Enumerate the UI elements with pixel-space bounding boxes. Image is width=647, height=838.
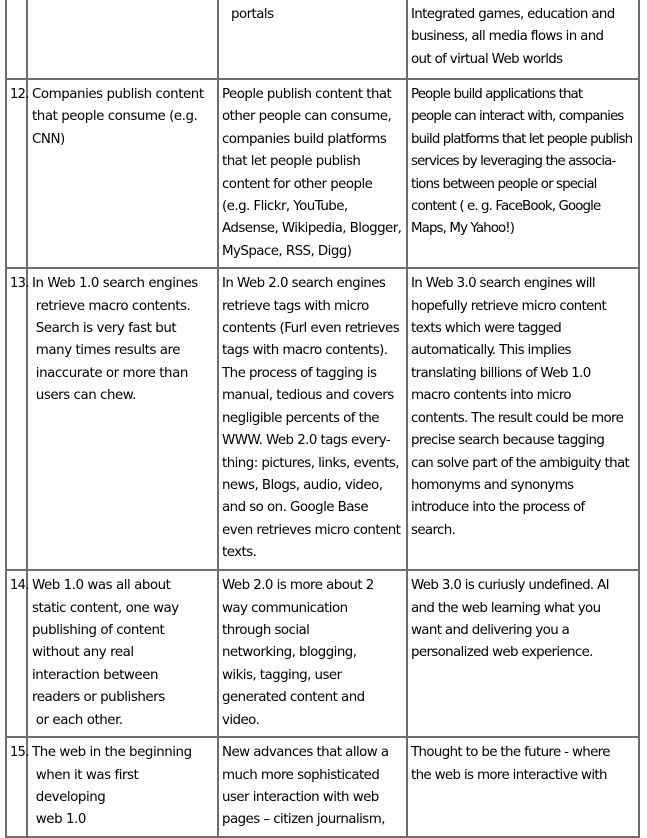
web2-cell: New advances that allow a much more sophisticated user interaction with web pages – citizen journalism, xyxy=(218,737,407,837)
web3-cell: Web 3.0 is curiusly undefined. AI and the web learning what you want and delivering you a personalized web experience. xyxy=(407,570,639,737)
web1-cell xyxy=(27,0,218,79)
web3-cell: In Web 3.0 search engines will hopefully retrieve micro content texts which were tagged automatically. This implies translating billions of Web 1.0 macro contents into micro contents. The result could be more precise search because tagging can solve part of the ambiguity that homonyms and synonyms introduce into the process of search. xyxy=(407,268,639,570)
web3-cell: People build applications that people can interact with, companies build platforms that let people publish services by leveraging the associa- tions between people or special content ( e. g. FaceBook, Google Maps, My Yahoo!) xyxy=(407,79,639,268)
row-number xyxy=(6,0,27,79)
web2-cell: In Web 2.0 search engines retrieve tags with micro contents (Furl even retrieves tags with macro contents). The process of tagging is manual, tedious and covers negligible percents of the WWW. Web 2.0 tags every- thing: pictures, links, events, news, Blogs, audio, video, and so on. Google Base even retrieves micro content texts. xyxy=(218,268,407,570)
web3-cell: Thought to be the future - where the web is more interactive with xyxy=(407,737,639,837)
web1-cell: Web 1.0 was all about static content, one way publishing of content without any real interaction between readers or publishers or each other. xyxy=(27,570,218,737)
row-number: 14. xyxy=(6,570,27,737)
web1-cell: In Web 1.0 search engines retrieve macro contents. Search is very fast but many times results are inaccurate or more than users can chew. xyxy=(27,268,218,570)
table-row xyxy=(6,268,639,570)
row-number: 15. xyxy=(6,737,27,837)
table-row xyxy=(6,737,639,837)
web3-cell: Integrated games, education and business, all media flows in and out of virtual Web worlds xyxy=(407,0,639,79)
web2-cell: portals xyxy=(218,0,407,79)
web2-cell: Web 2.0 is more about 2 way communication through social networking, blogging, wikis, tagging, user generated content and video. xyxy=(218,570,407,737)
table-row xyxy=(6,79,639,268)
web1-cell: The web in the beginning when it was first developing web 1.0 xyxy=(27,737,218,837)
web2-cell: People publish content that other people can consume, companies build platforms that let people publish content for other people (e.g. Flickr, YouTube, Adsense, Wikipedia, Blogger, MySpace, RSS, Digg) xyxy=(218,79,407,268)
row-number: 12. xyxy=(6,79,27,268)
comparison-table xyxy=(5,0,640,838)
web1-cell: Companies publish content that people consume (e.g. CNN) xyxy=(27,79,218,268)
table-row xyxy=(6,570,639,737)
row-number: 13. xyxy=(6,268,27,570)
table-row xyxy=(6,0,639,79)
